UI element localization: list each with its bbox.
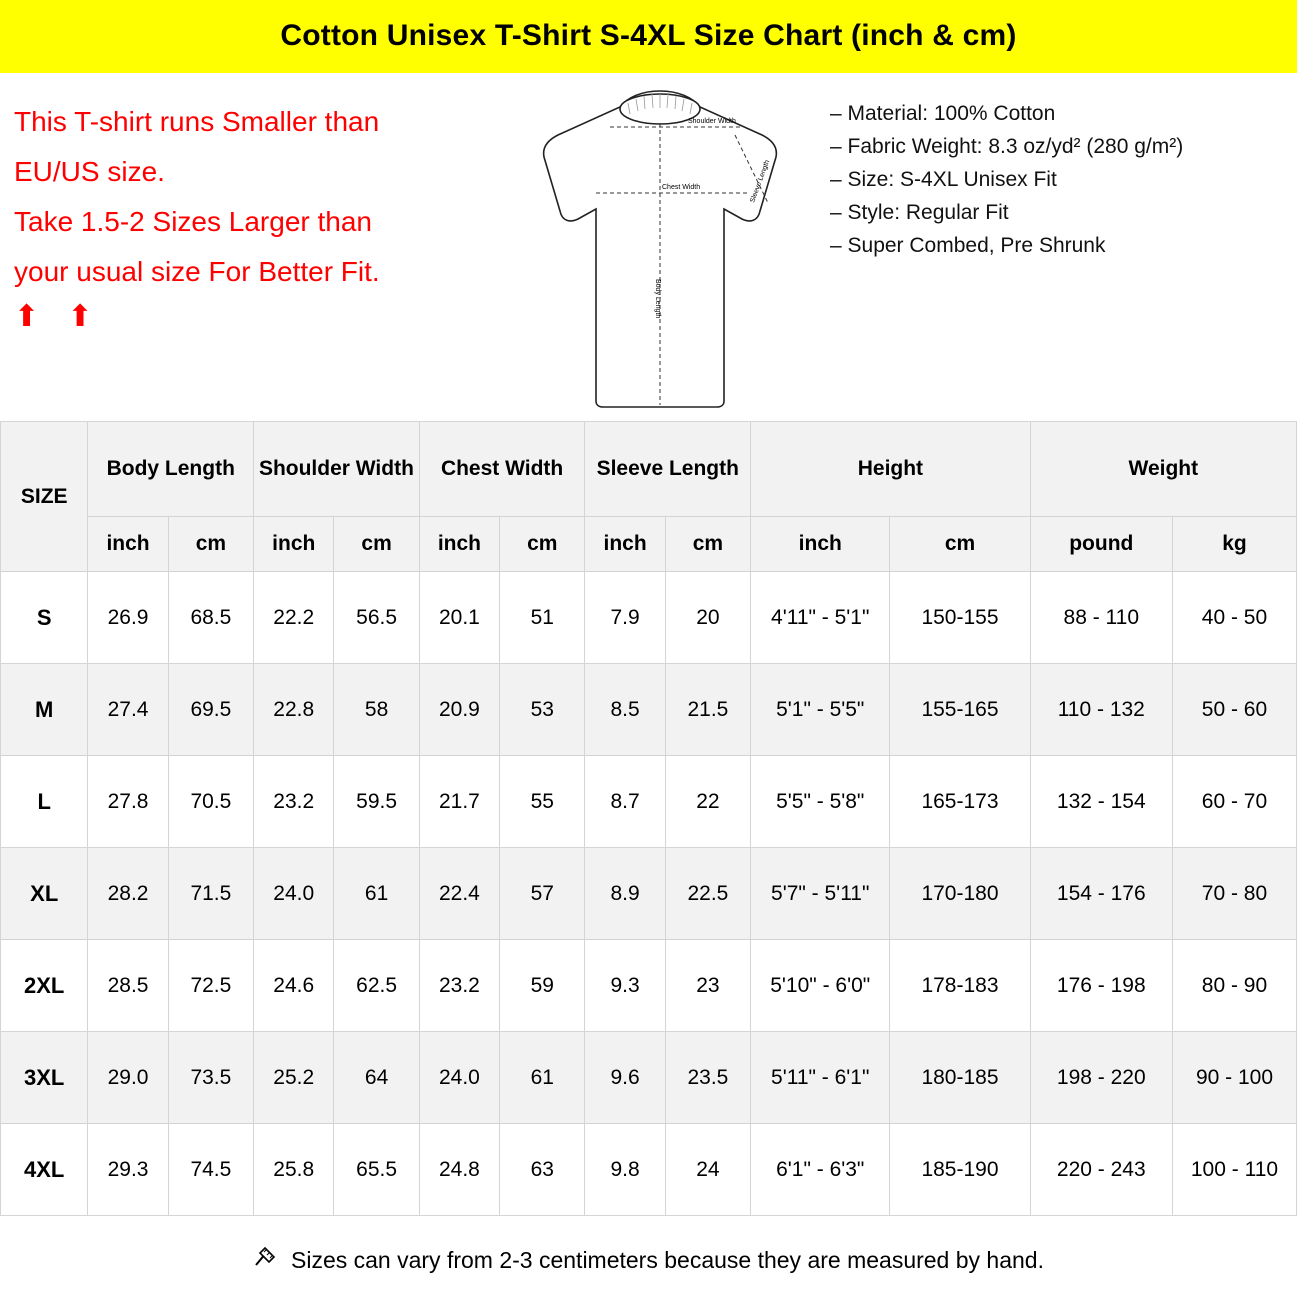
cell-shoulder-width-cm: 65.5 xyxy=(334,1124,419,1216)
page-title: Cotton Unisex T-Shirt S-4XL Size Chart (inch & cm) xyxy=(280,19,1017,52)
cell-weight-pound: 88 - 110 xyxy=(1030,572,1172,664)
tshirt-diagram xyxy=(500,73,820,413)
unit-height-cm: cm xyxy=(890,517,1030,572)
cell-body-length-inch: 27.4 xyxy=(88,664,168,756)
cell-weight-pound: 176 - 198 xyxy=(1030,940,1172,1032)
cell-body-length-cm: 72.5 xyxy=(168,940,253,1032)
cell-chest-width-cm: 59 xyxy=(500,940,585,1032)
cell-body-length-inch: 29.3 xyxy=(88,1124,168,1216)
cell-weight-kg: 40 - 50 xyxy=(1172,572,1296,664)
cell-weight-kg: 100 - 110 xyxy=(1172,1124,1296,1216)
cell-body-length-cm: 73.5 xyxy=(168,1032,253,1124)
footer-note xyxy=(0,1216,1297,1304)
cell-size: M xyxy=(1,664,88,756)
cell-chest-width-inch: 21.7 xyxy=(419,756,499,848)
cell-shoulder-width-inch: 24.6 xyxy=(254,940,334,1032)
cell-height-inch: 5'10" - 6'0" xyxy=(751,940,890,1032)
cell-height-cm: 180-185 xyxy=(890,1032,1030,1124)
product-specs xyxy=(820,73,1297,262)
cell-weight-pound: 220 - 243 xyxy=(1030,1124,1172,1216)
cell-chest-width-inch: 23.2 xyxy=(419,940,499,1032)
table-row xyxy=(1,848,1297,940)
cell-shoulder-width-inch: 22.8 xyxy=(254,664,334,756)
cell-body-length-inch: 27.8 xyxy=(88,756,168,848)
cell-body-length-cm: 71.5 xyxy=(168,848,253,940)
warning-line-1: This T-shirt runs Smaller than xyxy=(14,106,380,137)
cell-chest-width-cm: 51 xyxy=(500,572,585,664)
cell-size: S xyxy=(1,572,88,664)
spec-size: – Size: S-4XL Unisex Fit xyxy=(830,168,1057,191)
table-row xyxy=(1,572,1297,664)
cell-sleeve-length-cm: 21.5 xyxy=(665,664,750,756)
cell-weight-kg: 80 - 90 xyxy=(1172,940,1296,1032)
cell-sleeve-length-cm: 23.5 xyxy=(665,1032,750,1124)
cell-body-length-cm: 74.5 xyxy=(168,1124,253,1216)
cell-height-cm: 170-180 xyxy=(890,848,1030,940)
label-chest-width: Chest Width xyxy=(662,184,701,191)
unit-height-inch: inch xyxy=(751,517,890,572)
header-weight: Weight xyxy=(1030,422,1296,517)
unit-chest-width-inch: inch xyxy=(419,517,499,572)
cell-shoulder-width-cm: 62.5 xyxy=(334,940,419,1032)
cell-height-inch: 5'7" - 5'11" xyxy=(751,848,890,940)
cell-chest-width-cm: 55 xyxy=(500,756,585,848)
header-sleeve-length: Sleeve Length xyxy=(585,422,751,517)
table-row xyxy=(1,1124,1297,1216)
cell-body-length-inch: 29.0 xyxy=(88,1032,168,1124)
spec-fabric-weight: – Fabric Weight: 8.3 oz/yd² (280 g/m²) xyxy=(830,135,1184,158)
label-body-length: Body Length xyxy=(654,279,661,319)
measuring-tape-icon xyxy=(253,1245,279,1275)
cell-sleeve-length-inch: 9.6 xyxy=(585,1032,665,1124)
table-row xyxy=(1,940,1297,1032)
header-size: SIZE xyxy=(1,422,88,572)
size-table xyxy=(0,421,1297,1216)
fit-warning xyxy=(0,73,500,337)
table-row xyxy=(1,664,1297,756)
cell-height-inch: 5'5" - 5'8" xyxy=(751,756,890,848)
cell-shoulder-width-inch: 25.2 xyxy=(254,1032,334,1124)
cell-size: 3XL xyxy=(1,1032,88,1124)
spec-finish: – Super Combed, Pre Shrunk xyxy=(830,234,1106,257)
cell-body-length-inch: 26.9 xyxy=(88,572,168,664)
cell-chest-width-cm: 57 xyxy=(500,848,585,940)
cell-chest-width-inch: 20.9 xyxy=(419,664,499,756)
cell-shoulder-width-inch: 22.2 xyxy=(254,572,334,664)
cell-size: XL xyxy=(1,848,88,940)
unit-body-length-inch: inch xyxy=(88,517,168,572)
cell-height-cm: 185-190 xyxy=(890,1124,1030,1216)
warning-line-2: EU/US size. xyxy=(14,156,165,187)
cell-body-length-inch: 28.5 xyxy=(88,940,168,1032)
cell-chest-width-inch: 24.8 xyxy=(419,1124,499,1216)
cell-sleeve-length-cm: 23 xyxy=(665,940,750,1032)
header-chest-width: Chest Width xyxy=(419,422,585,517)
cell-height-inch: 5'11" - 6'1" xyxy=(751,1032,890,1124)
unit-weight-kg: kg xyxy=(1172,517,1296,572)
cell-size: 4XL xyxy=(1,1124,88,1216)
cell-weight-kg: 50 - 60 xyxy=(1172,664,1296,756)
cell-weight-pound: 154 - 176 xyxy=(1030,848,1172,940)
cell-shoulder-width-cm: 64 xyxy=(334,1032,419,1124)
spec-style: – Style: Regular Fit xyxy=(830,201,1009,224)
cell-sleeve-length-inch: 9.8 xyxy=(585,1124,665,1216)
cell-sleeve-length-cm: 20 xyxy=(665,572,750,664)
header-shoulder-width: Shoulder Width xyxy=(254,422,420,517)
cell-height-cm: 165-173 xyxy=(890,756,1030,848)
tshirt-illustration xyxy=(510,83,810,413)
cell-shoulder-width-cm: 59.5 xyxy=(334,756,419,848)
cell-weight-kg: 70 - 80 xyxy=(1172,848,1296,940)
cell-shoulder-width-inch: 23.2 xyxy=(254,756,334,848)
up-arrows-icon: ⬆ ⬆ xyxy=(14,300,103,333)
cell-sleeve-length-inch: 8.7 xyxy=(585,756,665,848)
unit-sleeve-length-cm: cm xyxy=(665,517,750,572)
warning-line-3: Take 1.5-2 Sizes Larger than xyxy=(14,206,372,237)
unit-shoulder-width-inch: inch xyxy=(254,517,334,572)
cell-body-length-inch: 28.2 xyxy=(88,848,168,940)
cell-shoulder-width-cm: 56.5 xyxy=(334,572,419,664)
cell-shoulder-width-inch: 24.0 xyxy=(254,848,334,940)
cell-sleeve-length-cm: 22 xyxy=(665,756,750,848)
unit-weight-pound: pound xyxy=(1030,517,1172,572)
cell-weight-pound: 198 - 220 xyxy=(1030,1032,1172,1124)
cell-sleeve-length-inch: 8.9 xyxy=(585,848,665,940)
cell-weight-pound: 132 - 154 xyxy=(1030,756,1172,848)
cell-body-length-cm: 70.5 xyxy=(168,756,253,848)
warning-line-4: your usual size For Better Fit. xyxy=(14,256,380,287)
title-banner xyxy=(0,0,1297,73)
unit-shoulder-width-cm: cm xyxy=(334,517,419,572)
cell-shoulder-width-cm: 61 xyxy=(334,848,419,940)
cell-shoulder-width-cm: 58 xyxy=(334,664,419,756)
cell-height-inch: 5'1" - 5'5" xyxy=(751,664,890,756)
cell-chest-width-inch: 22.4 xyxy=(419,848,499,940)
label-sleeve-length: Sleeve Length xyxy=(749,159,772,204)
cell-sleeve-length-cm: 24 xyxy=(665,1124,750,1216)
spec-material: – Material: 100% Cotton xyxy=(830,102,1056,125)
table-row xyxy=(1,756,1297,848)
cell-sleeve-length-cm: 22.5 xyxy=(665,848,750,940)
unit-body-length-cm: cm xyxy=(168,517,253,572)
cell-shoulder-width-inch: 25.8 xyxy=(254,1124,334,1216)
cell-height-inch: 4'11" - 5'1" xyxy=(751,572,890,664)
cell-body-length-cm: 68.5 xyxy=(168,572,253,664)
cell-sleeve-length-inch: 8.5 xyxy=(585,664,665,756)
cell-size: 2XL xyxy=(1,940,88,1032)
cell-chest-width-inch: 24.0 xyxy=(419,1032,499,1124)
cell-body-length-cm: 69.5 xyxy=(168,664,253,756)
cell-chest-width-inch: 20.1 xyxy=(419,572,499,664)
cell-size: L xyxy=(1,756,88,848)
unit-sleeve-length-inch: inch xyxy=(585,517,665,572)
cell-sleeve-length-inch: 7.9 xyxy=(585,572,665,664)
footer-text: Sizes can vary from 2-3 centimeters because they are measured by hand. xyxy=(291,1246,1044,1273)
cell-height-cm: 155-165 xyxy=(890,664,1030,756)
header-height: Height xyxy=(751,422,1031,517)
cell-weight-kg: 90 - 100 xyxy=(1172,1032,1296,1124)
table-row xyxy=(1,1032,1297,1124)
cell-chest-width-cm: 63 xyxy=(500,1124,585,1216)
label-shoulder-width: Shoulder Width xyxy=(688,118,736,125)
cell-chest-width-cm: 61 xyxy=(500,1032,585,1124)
cell-height-inch: 6'1" - 6'3" xyxy=(751,1124,890,1216)
header-body-length: Body Length xyxy=(88,422,254,517)
unit-chest-width-cm: cm xyxy=(500,517,585,572)
cell-sleeve-length-inch: 9.3 xyxy=(585,940,665,1032)
cell-height-cm: 150-155 xyxy=(890,572,1030,664)
info-band xyxy=(0,73,1297,421)
cell-chest-width-cm: 53 xyxy=(500,664,585,756)
cell-weight-kg: 60 - 70 xyxy=(1172,756,1296,848)
cell-weight-pound: 110 - 132 xyxy=(1030,664,1172,756)
cell-height-cm: 178-183 xyxy=(890,940,1030,1032)
